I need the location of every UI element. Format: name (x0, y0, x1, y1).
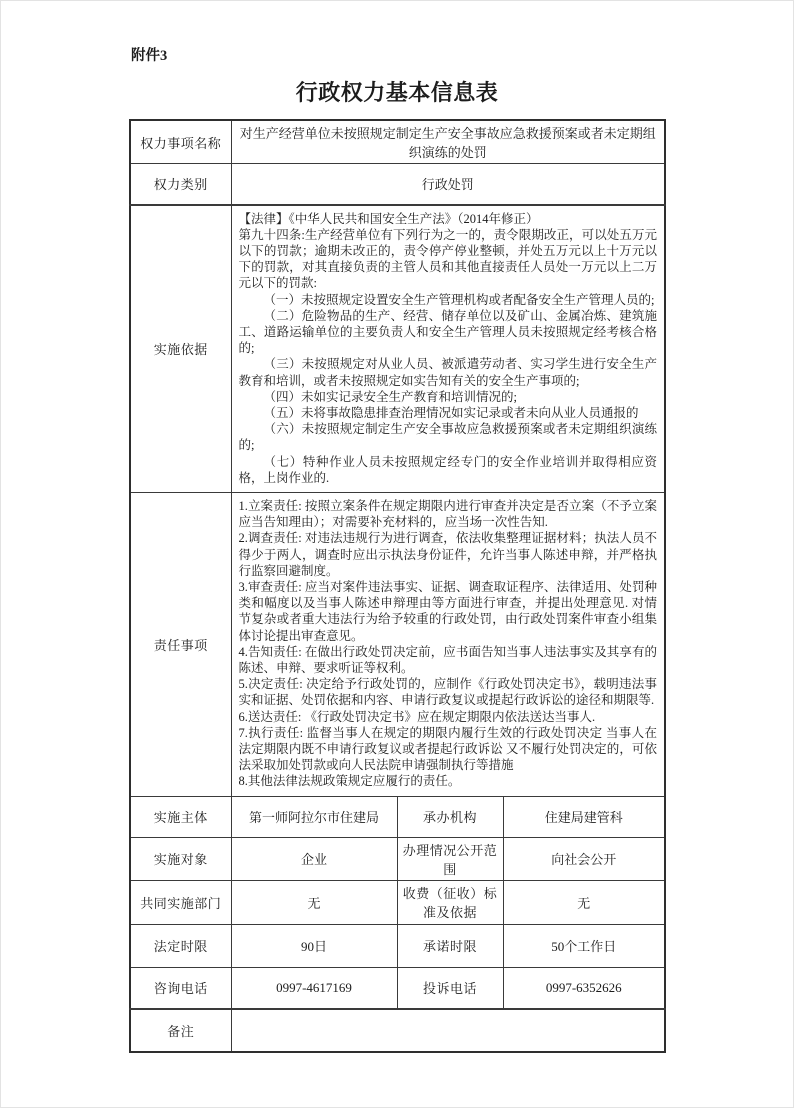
paragraph: 3.审查责任: 应当对案件违法事实、证据、调查取证程序、法律适用、处罚种类和幅度以及当事人陈述申辩理由等方面进行审查，并提出处理意见. 对情节复杂或者重大违法行为给予较重的行政处罚，由行政处罚案件审查小组集体讨论提出审查意见。 (238, 579, 658, 643)
row-label-consultation-phone: 咨询电话 (130, 967, 231, 1009)
paragraph: （五）未将事故隐患排查治理情况如实记录或者未向从业人员通报的 (263, 405, 639, 420)
row-label-responsibility-items: 责任事项 (130, 492, 231, 796)
paragraph: 5.决定责任: 决定给予行政处罚的，应制作《行政处罚决定书》，载明违法事实和证据、处罚依据和内容、申请行政复议或提起行政诉讼的途径和期限等. (238, 677, 658, 708)
row-label-implementing-body: 实施主体 (130, 796, 231, 837)
paragraph: （二）危险物品的生产、经营、储存单位以及矿山、金属冶炼、建筑施工、道路运输单位的主要负责人和安全生产管理人员未按照规定经考核合格的; (238, 308, 658, 356)
table-row (130, 967, 665, 1009)
row-label-promised-time-limit: 承诺时限 (397, 924, 503, 967)
row-label-undertaking-agency: 承办机构 (397, 796, 503, 837)
row-label-remarks: 备注 (130, 1009, 231, 1052)
row-label-implementation-target: 实施对象 (130, 837, 231, 880)
row-value-promised-time-limit: 50个工作日 (503, 924, 665, 967)
row-label-complaint-phone: 投诉电话 (397, 967, 503, 1009)
row-value-implementation-basis (231, 205, 665, 493)
paragraph: 第九十四条:生产经营单位有下列行为之一的，责令限期改正，可以处五万元以下的罚款；逾期未改正的，责令停产停业整顿，并处五万元以上十万元以下的罚款，对其直接负责的主管人员和其他直接责任人员处一万元以上二万元以下的罚款: (238, 227, 658, 291)
table-row (130, 205, 665, 493)
table-row (130, 924, 665, 967)
row-value-implementing-body: 第一师阿拉尔市住建局 (231, 796, 397, 837)
table-row (130, 837, 665, 880)
paragraph: （三）未按照规定对从业人员、被派遣劳动者、实习学生进行安全生产教育和培训，或者未按照规定如实告知有关的安全生产事项的; (238, 357, 658, 388)
row-value-disclosure-scope: 向社会公开 (503, 837, 665, 880)
paragraph: （一）未按照规定设置安全生产管理机构或者配备安全生产管理人员的; (263, 292, 655, 307)
table-row (130, 1009, 665, 1052)
paragraph: （七）特种作业人员未按照规定经专门的安全作业培训并取得相应资格，上岗作业的. (238, 454, 658, 485)
row-label-joint-departments: 共同实施部门 (130, 880, 231, 924)
paragraph: 2.调查责任: 对违法违规行为进行调查，依法收集整理证据材料；执法人员不得少于两人，调查时应出示执法身份证件，允许当事人陈述申辩，并严格执行监察回避制度。 (238, 531, 658, 578)
row-label-implementation-basis: 实施依据 (130, 205, 231, 493)
table-row (130, 492, 665, 796)
row-value-power-item-name: 对生产经营单位未按照规定制定生产安全事故应急救援预案或者未定期组织演练的处罚 (231, 120, 665, 164)
row-value-fee-standard: 无 (503, 880, 665, 924)
attachment-label: 附件3 (131, 48, 168, 64)
row-value-joint-departments: 无 (231, 880, 397, 924)
paragraph: （六）未按照规定制定生产安全事故应急救援预案或者未定期组织演练的; (238, 422, 658, 453)
row-value-statutory-time-limit: 90日 (231, 924, 397, 967)
paragraph: 1.立案责任: 按照立案条件在规定期限内进行审查并决定是否立案（不予立案应当告知理由）；对需要补充材料的，应当场一次性告知. (238, 498, 658, 530)
row-label-power-category: 权力类别 (130, 164, 231, 205)
table-row (130, 164, 665, 205)
row-value-consultation-phone: 0997-4617169 (231, 967, 397, 1009)
paragraph: 【法律】《中华人民共和国安全生产法》（2014年修正） (238, 211, 539, 226)
paragraph: （四）未如实记录安全生产教育和培训情况的; (263, 389, 517, 404)
table-row (130, 880, 665, 924)
row-value-undertaking-agency: 住建局建管科 (503, 796, 665, 837)
row-value-responsibility-items (231, 492, 665, 796)
table-row (130, 796, 665, 837)
paragraph: 4.告知责任: 在做出行政处罚决定前，应书面告知当事人违法事实及其享有的陈述、申辩、要求听证等权利。 (238, 644, 658, 675)
page-title: 行政权力基本信息表 (295, 80, 499, 105)
row-value-implementation-target: 企业 (231, 837, 397, 880)
paragraph: 6.送达责任: 《行政处罚决定书》应在规定期限内依法送达当事人. (238, 709, 596, 724)
paragraph: 7.执行责任: 监督当事人在规定的期限内履行生效的行政处罚决定 当事人在法定期限内既不申请行政复议或者提起行政诉讼 又不履行处罚决定的，可依法采取加处罚款或向人民法院申请强制执行等措施 (238, 725, 658, 773)
info-table (129, 119, 666, 1053)
row-label-power-item-name: 权力事项名称 (130, 120, 231, 164)
row-value-complaint-phone: 0997-6352626 (503, 967, 665, 1009)
row-label-disclosure-scope: 办理情况公开范围 (397, 837, 503, 880)
row-label-fee-standard: 收费（征收）标准及依据 (397, 880, 503, 924)
row-label-statutory-time-limit: 法定时限 (130, 924, 231, 967)
row-value-remarks (231, 1009, 665, 1052)
table-row (130, 120, 665, 164)
paragraph: 8.其他法律法规政策规定应履行的责任。 (238, 774, 461, 789)
row-value-power-category: 行政处罚 (231, 164, 665, 205)
